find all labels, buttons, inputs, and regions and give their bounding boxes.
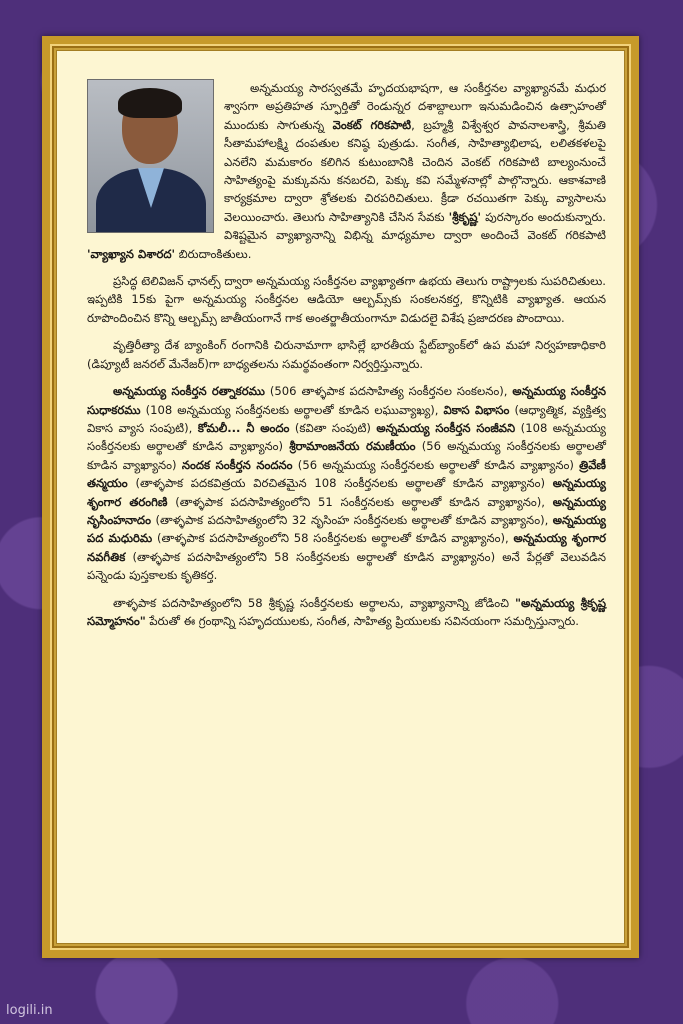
bio-paragraph-2: ప్రసిద్ధ టెలివిజన్ ఛానల్స్ ద్వారా అన్నమయ్య సంకీర్తనల వ్యాఖ్యాతగా ఉభయ తెలుగు రాష్ట్రాలకు సుపరిచితులు. ఇప్పటికి 15కు పైగా అన్నమయ్య సంకీర్తనల ఆడియో ఆల్బమ్స్‌కు సంకలనకర్త, కొన్నిటికి వ్యాఖ్యాత. ఆయన రూపొందించిన కొన్ని ఆల్బమ్స్ జాతీయంగానే గాక అంతర్జాతీయంగానూ విడుదలై విశేష ప్రజాదరణ పొందాయి.	[87, 274, 606, 325]
book-desc: (తాళ్ళపాక పదసాహిత్యంలోని 51 సంకీర్తనలకు అర్థాలతో కూడిన వ్యాఖ్యానం),	[167, 494, 553, 509]
bio-paragraph-3: వృత్తిరీత్యా దేశ బ్యాంకింగ్ రంగానికి చిరునామాగా భాసిల్లే భారతీయ స్టేట్‌బ్యాంక్‌లో ఉప మహా నిర్వహణాధికారి (డిప్యూటీ జనరల్ మేనేజర్)గా బాధ్యతలను సమర్థవంతంగా నిర్వర్తిస్తున్నారు.	[87, 338, 606, 371]
book-title: కోమలీ... నీ అందం	[197, 420, 290, 435]
books-paragraph	[87, 382, 606, 584]
book-title: అన్నమయ్య పద మధురిమ	[87, 512, 606, 546]
closing-paragraph	[87, 594, 606, 631]
book-main-title: "అన్నమయ్య శ్రీకృష్ణ సమ్మోహనం"	[87, 595, 606, 628]
book-desc: (56 అన్నమయ్య సంకీర్తనలకు అర్థాలతో కూడిన వ్యాఖ్యానం)	[87, 439, 606, 472]
book-desc: (56 అన్నమయ్య సంకీర్తనలకు అర్థాలతో కూడిన వ్యాఖ్యానం)	[292, 457, 580, 472]
book-title: శ్రీరామాంజనేయ రమణీయం	[289, 439, 416, 454]
site-watermark: logili.in	[6, 1003, 53, 1018]
book-desc: (తాళ్ళపాక పదకవిత్రయ విరచితమైన 108 సంకీర్తనలకు అర్థాలతో కూడిన వ్యాఖ్యానం)	[127, 476, 553, 491]
book-title: వికాస విభాసం	[443, 402, 510, 417]
book-desc: (తాళ్ళపాక పదసాహిత్యంలోని 58 సంకీర్తనలకు అర్థాలతో కూడిన వ్యాఖ్యానం),	[152, 531, 514, 546]
author-photo	[87, 79, 214, 233]
book-desc: (108 అన్నమయ్య సంకీర్తనలకు అర్థాలతో కూడిన లఘువ్యాఖ్య),	[140, 402, 444, 417]
award-name: 'శ్రీకృష్ణ'	[448, 209, 482, 224]
closing-text: పేరుతో ఈ గ్రంథాన్ని సహృదయులకు, సంగీత, సాహిత్య ప్రియులకు సవినయంగా సమర్పిస్తున్నారు.	[145, 613, 579, 628]
text-panel	[56, 50, 625, 944]
book-title: నందక సంకీర్తన నందనం	[181, 457, 293, 472]
book-desc: (ఆధ్యాత్మిక, వ్యక్తిత్వ వికాస వ్యాస సంపుటి),	[87, 402, 606, 435]
bio-text: , బ్రహ్మశ్రీ విశ్వేశ్వర పావనాలశాస్త్రి, శ్రీమతి సీతామహాలక్ష్మి దంపతుల కనిష్ఠ పుత్రుడు. సంగీత, సాహిత్యాభిలాష, లలితకళలపై ఎనలేని మమకారం కలిగిన కుటుంబానికి చెందిన వెంకట్ గరికపాటి బాల్యంనుంచే సాహిత్యంపై మక్కువను కనబరచి, పెక్కు కవి సమ్మేళనాల్లో పాల్గొన్నారు. ఆకాశవాణి కార్యక్రమాల ద్వారా శ్రోతలకు చిరపరిచితులు. క్రీడా రచయితగా పెక్కు వ్యాసాలను వెలయించారు. తెలుగు సాహిత్యానికి చేసిన సేవకు	[224, 117, 606, 224]
book-title: అన్నమయ్య సంకీర్తన సంజీవని	[376, 420, 516, 435]
book-title: అన్నమయ్య సంకీర్తన రత్నాకరము	[113, 384, 265, 399]
book-desc: (కవితా సంపుటి)	[289, 420, 377, 435]
book-desc: (506 తాళ్ళపాక పదసాహిత్య సంకీర్తనల సంకలనం),	[264, 384, 513, 399]
book-title: త్రివేణీ తన్మయం	[87, 457, 607, 491]
book-desc: (108 అన్నమయ్య సంకీర్తనలకు అర్థాలతో కూడిన వ్యాఖ్యానం)	[87, 420, 606, 454]
closing-text: తాళ్ళపాక పదసాహిత్యంలోని 58 శ్రీకృష్ణ సంకీర్తనలకు అర్థాలను, వ్యాఖ్యానాన్ని జోడించి	[113, 595, 515, 610]
book-title: అన్నమయ్య నృసింహనాదం	[87, 494, 606, 527]
title-name: 'వ్యాఖ్యాన విశారద'	[87, 246, 176, 261]
book-desc: (తాళ్ళపాక పదసాహిత్యంలోని 58 సంకీర్తనలకు అర్థాలతో కూడిన వ్యాఖ్యానం) అనే పేర్లతో వెలువడిన పన్నెండు పుస్తకాలకు కృతికర్త.	[87, 549, 606, 583]
golden-frame	[42, 36, 639, 958]
book-title: అన్నమయ్య శృంగార నవగీతిక	[87, 531, 606, 564]
bio-text: అన్నమయ్య సారస్వతమే హృదయభాషగా, ఆ సంకీర్తనల వ్యాఖ్యానమే మధుర శ్వాసగా అప్రతిహత స్ఫూర్తితో రెండున్నర దశాబ్దాలుగా ఇనుమడించిన ఉత్సాహంతో ముందుకు సాగుతున్న	[224, 81, 606, 132]
author-name: వెంకట్ గరికపాటి	[332, 117, 412, 132]
bio-text: బిరుదాంకితులు.	[175, 246, 252, 261]
book-title: అన్నమయ్య సంకీర్తన సుధాకరము	[87, 384, 606, 417]
bio-text: పురస్కారం అందుకున్నారు. విశిష్టమైన వ్యాఖ్యానాన్ని విభిన్న మాధ్యమాల ద్వారా అందించే వెంకట్ గరికపాటి	[224, 209, 606, 243]
book-desc: (తాళ్ళపాక పదసాహిత్యంలోని 32 నృసింహ సంకీర్తనలకు అర్థాలతో కూడిన వ్యాఖ్యానం),	[151, 512, 553, 527]
book-title: అన్నమయ్య శృంగార తరంగిణి	[87, 476, 606, 509]
